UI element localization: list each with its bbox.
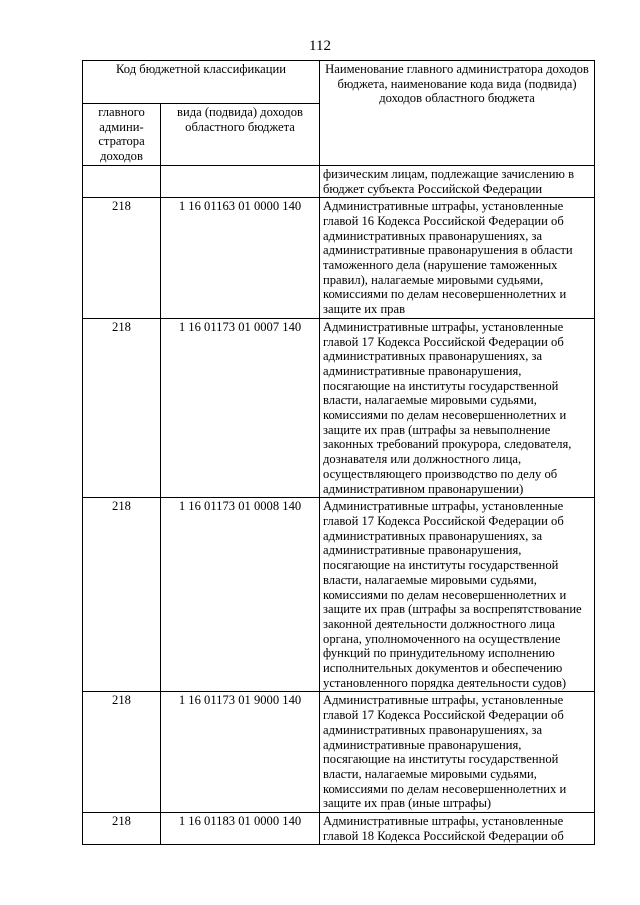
admin-code-cell: 218 bbox=[83, 692, 161, 813]
admin-code-cell: 218 bbox=[83, 498, 161, 692]
income-code-cell: 1 16 01183 01 0000 140 bbox=[161, 813, 320, 845]
table-row bbox=[83, 198, 595, 319]
income-name-cell: Административные штрафы, установленные главой 18 Кодекса Российской Федерации об bbox=[320, 813, 595, 845]
name-column-header: Наименование главного администратора доходов бюджета, наименование кода вида (подвида) доходов областного бюджета bbox=[320, 61, 595, 166]
income-name-cell: Административные штрафы, установленные главой 16 Кодекса Российской Федерации об административных правонарушениях, за административные правонарушения в области таможенного дела (нарушение таможенных правил), налагаемые мировыми судьями, комиссиями по делам несовершеннолетних и защите их прав bbox=[320, 198, 595, 319]
income-code-cell bbox=[161, 165, 320, 197]
table-row bbox=[83, 692, 595, 813]
admin-code-cell: 218 bbox=[83, 318, 161, 497]
income-code-cell: 1 16 01173 01 0007 140 bbox=[161, 318, 320, 497]
table-row bbox=[83, 813, 595, 845]
page-number: 112 bbox=[309, 38, 331, 54]
admin-code-cell: 218 bbox=[83, 813, 161, 845]
table-row bbox=[83, 498, 595, 692]
admin-code-cell: 218 bbox=[83, 198, 161, 319]
admin-code-cell bbox=[83, 165, 161, 197]
budget-classification-table bbox=[82, 60, 595, 845]
income-name-cell: Административные штрафы, установленные главой 17 Кодекса Российской Федерации об административных правонарушениях, за административные правонарушения, посягающие на институты государственной власти, налагаемые мировыми судьями, комиссиями по делам несовершеннолетних и защите их прав (иные штрафы) bbox=[320, 692, 595, 813]
admin-column-header: главного админи-стратора доходов bbox=[83, 104, 161, 166]
income-name-cell: Административные штрафы, установленные главой 17 Кодекса Российской Федерации об административных правонарушениях, за административные правонарушения, посягающие на институты государственной власти, налагаемые мировыми судьями, комиссиями по делам несовершеннолетних и защите их прав (штрафы за невыполнение законных требований прокурора, следователя, дознавателя или должностного лица, осуществляющего производство по делу об административном правонарушении) bbox=[320, 318, 595, 497]
income-code-cell: 1 16 01173 01 9000 140 bbox=[161, 692, 320, 813]
income-name-cell: физическим лицам, подлежащие зачислению в бюджет субъекта Российской Федерации bbox=[320, 165, 595, 197]
table-row bbox=[83, 165, 595, 197]
income-code-cell: 1 16 01173 01 0008 140 bbox=[161, 498, 320, 692]
code-column-header: вида (подвида) доходов областного бюджета bbox=[161, 104, 320, 166]
table-row bbox=[83, 318, 595, 497]
income-name-cell: Административные штрафы, установленные главой 17 Кодекса Российской Федерации об административных правонарушениях, за административные правонарушения, посягающие на институты государственной власти, налагаемые мировыми судьями, комиссиями по делам несовершеннолетних и защите их прав (штрафы за воспрепятствование законной деятельности должностного лица органа, уполномоченного на осуществление функций по принудительному исполнению исполнительных документов и обеспечению установленного порядка деятельности судов) bbox=[320, 498, 595, 692]
income-code-cell: 1 16 01163 01 0000 140 bbox=[161, 198, 320, 319]
classification-group-header: Код бюджетной классификации bbox=[83, 61, 320, 104]
